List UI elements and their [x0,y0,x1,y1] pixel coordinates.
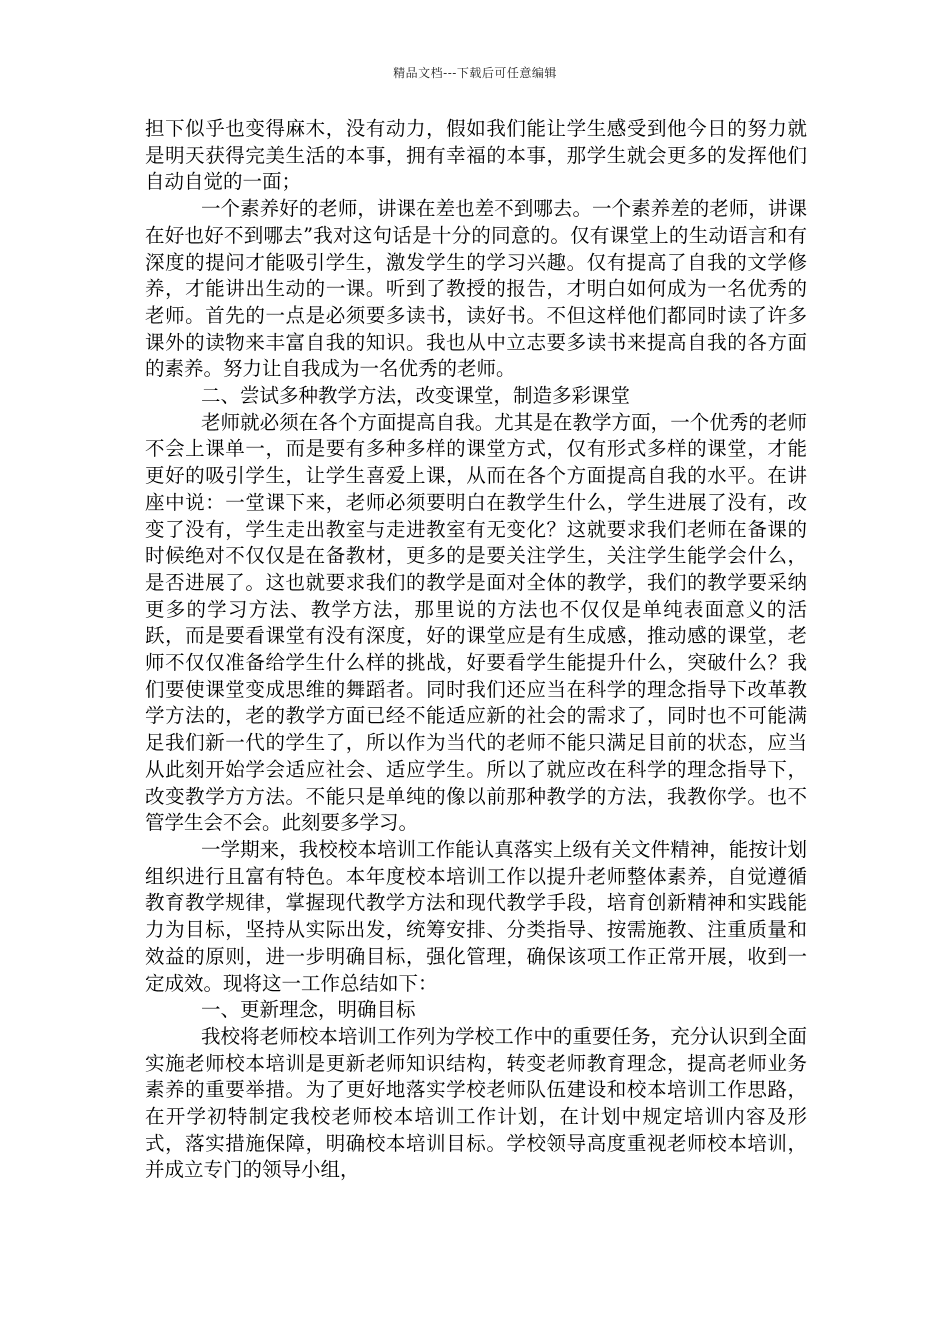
paragraph: 老师就必须在各个方面提高自我。尤其是在教学方面，一个优秀的老师不会上课单一，而是要有多种多样的课堂方式，仅有形式多样的课堂，才能更好的吸引学生，让学生喜爱上课，从而在各个方面提高自我的水平。在讲座中说：一堂课下来，老师必须要明白在教学生什么，学生进展了没有，改变了没有，学生走出教室与走进教室有无变化？这就要求我们老师在备课的时候绝对不仅仅是在备教材，更多的是要关注学生，关注学生能学会什么，是否进展了。这也就要求我们的教学是面对全体的教学，我们的教学要采纳更多的学习方法、教学方法，那里说的方法也不仅仅是单纯表面意义的活跃，而是要看课堂有没有深度，好的课堂应是有生成感，推动感的课堂，老师不仅仅准备给学生什么样的挑战，好要看学生能提升什么，突破什么？我们要使课堂变成思维的舞蹈者。同时我们还应当在科学的理念指导下改革教学方法的，老的教学方面已经不能适应新的社会的需求了，同时也不可能满足我们新一代的学生了，所以作为当代的老师不能只满足目前的状态，应当从此刻开始学会适应社会、适应学生。所以了就应改在科学的理念指导下，改变教学方方法。不能只是单纯的像以前那种教学的方法，我教你学。也不管学生会不会。此刻要多学习。 [145,410,807,835]
section-heading: 一、更新理念，明确目标 [201,998,416,1022]
page-header: 精品文档---下载后可任意编辑 [393,66,557,80]
paragraph: 我校将老师校本培训工作列为学校工作中的重要任务，充分认识到全面实施老师校本培训是更新老师知识结构，转变老师教育理念，提高老师业务素养的重要举措。为了更好地落实学校老师队伍建设和校本培训工作思路，在开学初特制定我校老师校本培训工作计划，在计划中规定培训内容及形式，落实措施保障，明确校本培训目标。学校领导高度重视老师校本培训，并成立专门的领导小组， [145,1024,807,1182]
paragraph: 担下似乎也变得麻木，没有动力，假如我们能让学生感受到他今日的努力就是明天获得完美生活的本事，拥有幸福的本事，那学生就会更多的发挥他们自动自觉的一面； [145,117,807,194]
section-heading: 二、尝试多种教学方法，改变课堂，制造多彩课堂 [201,384,631,408]
paragraph: 一个素养好的老师，讲课在差也差不到哪去。一个素养差的老师，讲课在好也好不到哪去”我对这句话是十分的同意的。仅有课堂上的生动语言和有深度的提问才能吸引学生，激发学生的学习兴趣。仅有提高了自我的文学修养，才能讲出生动的一课。听到了教授的报告，才明白如何成为一名优秀的老师。首先的一点是必须要多读书，读好书。不但这样他们都同时读了许多课外的读物来丰富自我的知识。我也从中立志要多读书来提高自我的各方面的素养。努力让自我成为一名优秀的老师。 [145,197,807,381]
paragraph: 一学期来，我校校本培训工作能认真落实上级有关文件精神，能按计划组织进行且富有特色。本年度校本培训工作以提升老师整体素养，自觉遵循教育教学规律，掌握现代教学方法和现代教学手段，培育创新精神和实践能力为目标，坚持从实际出发，统筹安排、分类指导、按需施教、注重质量和效益的原则，进一步明确目标，强化管理，确保该项工作正常开展，收到一定成效。现将这一工作总结如下： [145,837,807,995]
document-body [145,116,807,1184]
